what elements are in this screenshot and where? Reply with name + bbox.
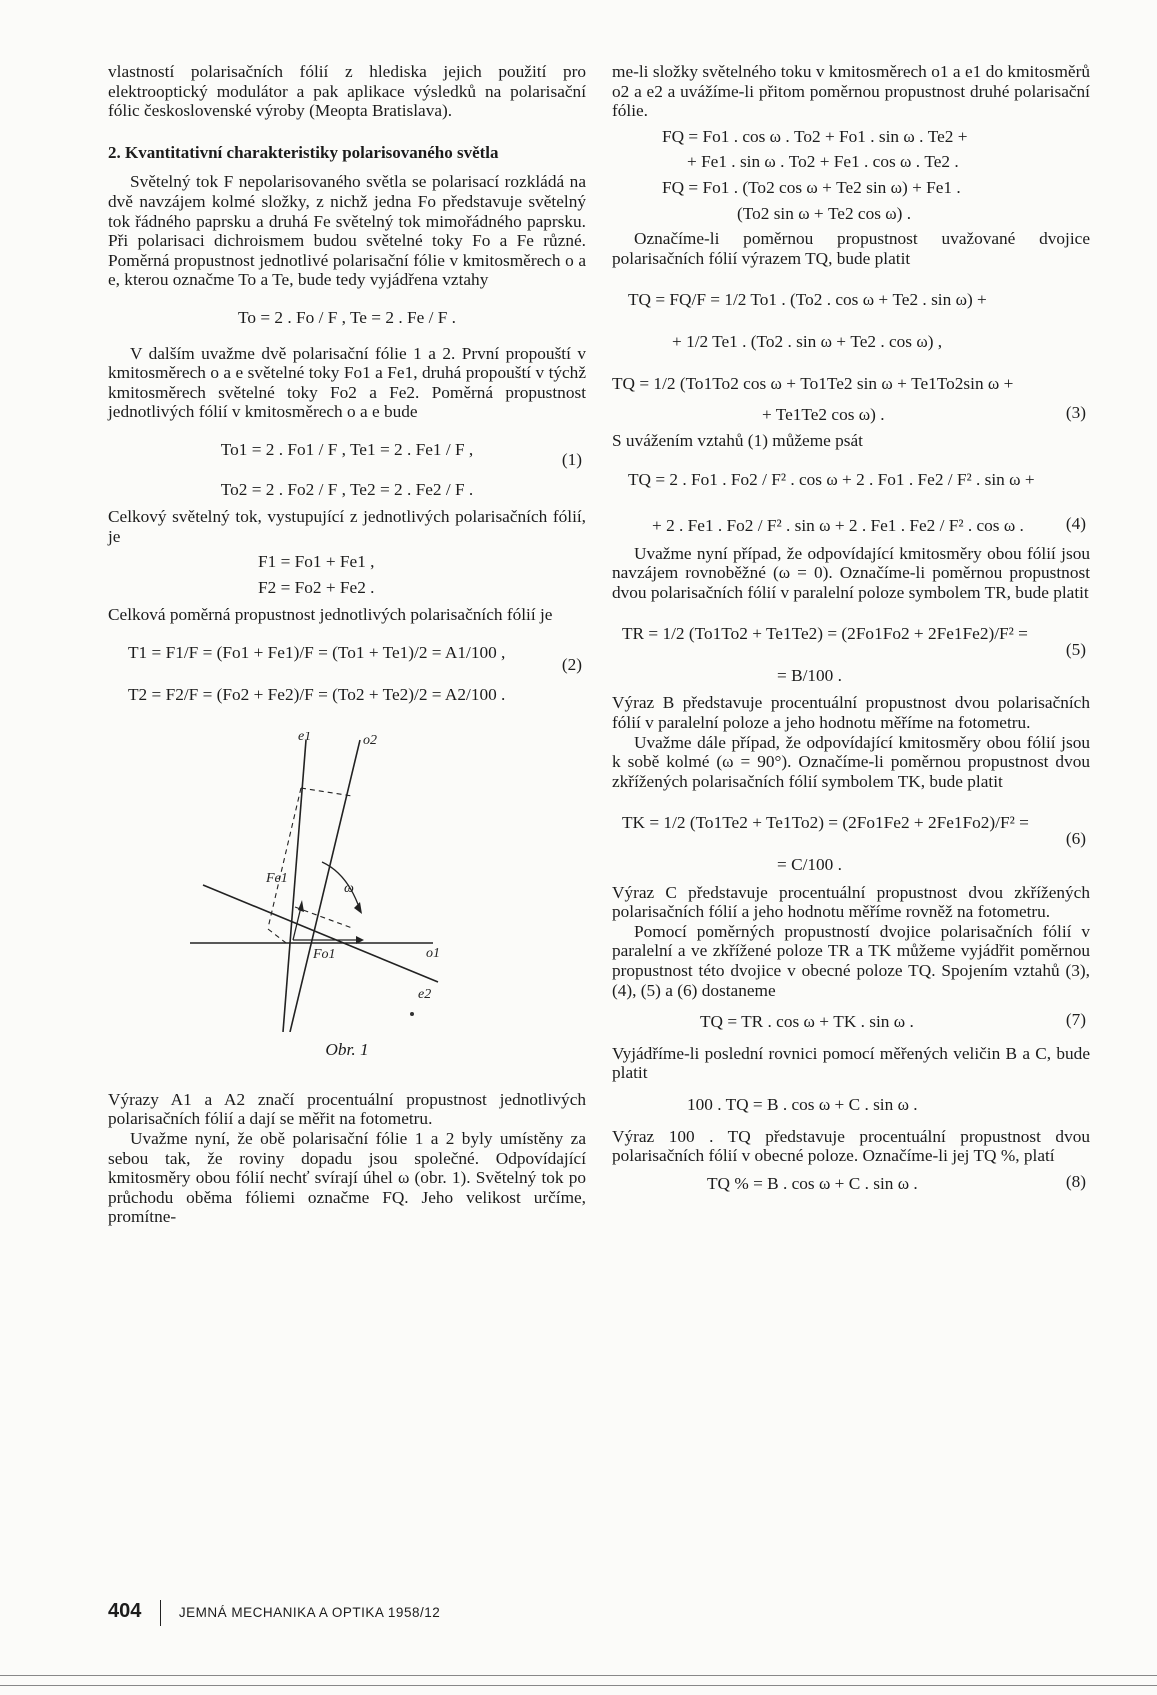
equation-4	[612, 470, 1090, 535]
label-o1: o1	[426, 946, 440, 962]
equation-line: + 1/2 Te1 . (To2 . sin ω + Te2 . cos ω) ,	[672, 331, 943, 351]
equation-5	[612, 624, 1090, 685]
omega-arc	[322, 862, 360, 910]
equation-6	[612, 813, 1090, 874]
equation-number: (6)	[1065, 829, 1086, 849]
paragraph: me-li složky světelného toku v kmitosměrech o1 a e1 do kmitosměrů o2 a e2 a uvážíme-li přitom poměrnou propustnost druhé polarisační fólie.	[612, 62, 1090, 121]
arrow-icon	[298, 900, 304, 912]
equation-line: TQ = 1/2 (To1To2 cos ω + To1Te2 sin ω + Te1To2sin ω +	[612, 373, 1014, 393]
page-number: 404	[108, 1600, 142, 1622]
equation-line: TQ = 2 . Fo1 . Fo2 / F² . cos ω + 2 . Fo1 . Fe2 / F² . sin ω +	[628, 470, 1035, 490]
paragraph: Celková poměrná propustnost jednotlivých polarisačních fólií je	[108, 605, 553, 625]
label-fe1: Fe1	[266, 871, 288, 887]
paragraph: Světelný tok F nepolarisovaného světla se polarisací rozkládá na dvě navzájem kolmé složky, z nichž jedna Fo představuje světelný tok řádného paprsku a druhá Fe světelný tok mimořádného paprsku. Při polarisaci dichroismem budou světelné toky Fo a Fe různé. Poměrná propustnost jednotlivé polarisační fólie v kmitosměrech o a e, kterou označme To a Te, bude tedy vyjádřena vztahy	[108, 172, 586, 290]
label-omega: ω	[344, 881, 354, 897]
equation-number: (2)	[561, 654, 582, 674]
projection-line	[301, 788, 352, 796]
paragraph: Výraz 100 . TQ představuje procentuální propustnost dvou polarisačních fólií v obecné poloze. Označíme-li jej TQ %, platí	[612, 1126, 1090, 1166]
equation-line: + 2 . Fe1 . Fo2 / F² . sin ω + 2 . Fe1 . Fe2 / F² . cos ω .	[652, 515, 1024, 535]
equation-number: (7)	[1065, 1010, 1086, 1030]
section-heading: 2. Kvantitativní charakteristiky polarisovaného světla	[108, 142, 499, 162]
paragraph: Výrazy A1 a A2 značí procentuální propustnost jednotlivých polarisačních fólií a dají se měřit na fotometru.	[108, 1089, 586, 1129]
scan-edge-line	[0, 1675, 1157, 1676]
polarization-axes-diagram	[108, 732, 586, 1032]
equation-line: TK = 1/2 (To1Te2 + Te1To2) = (2Fo1Fe2 + 2Fe1Fo2)/F² =	[622, 813, 1029, 833]
equation-line: (To2 sin ω + Te2 cos ω) .	[737, 203, 912, 223]
page-footer	[108, 1600, 440, 1626]
equation-2	[108, 643, 586, 704]
paragraph: S uvážením vztahů (1) můžeme psát	[612, 430, 863, 450]
left-column	[108, 62, 586, 1227]
equation-line: FQ = Fo1 . (To2 cos ω + Te2 sin ω) + Fe1 .	[662, 177, 961, 197]
equation-line: T1 = F1/F = (Fo1 + Fe1)/F = (To1 + Te1)/2 = A1/100 ,	[128, 643, 506, 663]
equation: To = 2 . Fo / F , Te = 2 . Fe / F .	[238, 307, 456, 327]
equation-1	[108, 440, 586, 499]
equation-line: TR = 1/2 (To1To2 + Te1Te2) = (2Fo1Fo2 + 2Fe1Fe2)/F² =	[622, 624, 1028, 644]
label-e1: e1	[298, 732, 312, 745]
equation-line: 100 . TQ = B . cos ω + C . sin ω .	[687, 1094, 918, 1114]
equation-line: F2 = Fo2 + Fe2 .	[258, 577, 375, 597]
paragraph: Vyjádříme-li poslední rovnici pomocí měřených veličin B a C, bude platit	[612, 1043, 1090, 1083]
label-fo1: Fo1	[313, 947, 336, 963]
paragraph: Celkový světelný tok, vystupující z jednotlivých polarisačních fólií, je	[108, 507, 586, 546]
paragraph: Uvažme nyní, že obě polarisační fólie 1 a 2 byly umístěny za sebou tak, že roviny dopadu jsou společné. Odpovídající kmitosměry obou fólií nechť svírají úhel ω (obr. 1). Světelný tok po průchodu oběma fóliemi označme FQ. Jeho velikost určíme, promítne-	[108, 1129, 586, 1227]
equation-line: TQ = TR . cos ω + TK . sin ω .	[700, 1012, 914, 1032]
label-o2: o2	[363, 733, 377, 749]
equation-line: F1 = Fo1 + Fe1 ,	[258, 552, 375, 572]
paragraph: Výraz B představuje procentuální propustnost dvou polarisačních fólií v paralelní poloze a jeho hodnotu měříme na fotometru.	[612, 693, 1090, 733]
paragraph: Uvažme dále případ, že odpovídající kmitosměry obou fólií jsou k sobě kolmé (ω = 90°). Označíme-li poměrnou propustnost dvou zkřížených polarisačních fólií symbolem TK, bude platit	[612, 732, 1090, 791]
equation-line: T2 = F2/F = (Fo2 + Fe2)/F = (To2 + Te2)/2 = A2/100 .	[128, 684, 506, 704]
equation-7	[612, 1012, 1090, 1032]
axis-e1-line	[283, 740, 306, 1032]
paragraph: Pomocí poměrných propustností dvojice polarisačních fólií v paralelní a ve zkřížené poloze TR a TK můžeme vyjádřit poměrnou propustnost této dvojice v obecné poloze TQ. Spojením vztahů (3), (4), (5) a (6) dostaneme	[612, 921, 1090, 1000]
equation-3	[612, 290, 1090, 424]
equation-line: + Te1Te2 cos ω) .	[762, 405, 885, 425]
paragraph: Uvažme nyní případ, že odpovídající kmitosměry obou fólií jsou navzájem rovnoběžné (ω = 0). Označíme-li poměrnou propustnost dvou polarisačních fólií v paralelní poloze symbolem TR, bude platit	[612, 543, 1090, 602]
label-e2: e2	[418, 987, 432, 1003]
right-column	[612, 62, 1090, 1199]
paragraph: Označíme-li poměrnou propustnost uvažované dvojice polarisačních fólií výrazem TQ, bude platit	[612, 229, 1090, 268]
equation-number: (4)	[1065, 513, 1086, 533]
equation-line: To2 = 2 . Fo2 / F , Te2 = 2 . Fe2 / F .	[220, 479, 474, 499]
equation-line: FQ = Fo1 . cos ω . To2 + Fo1 . sin ω . Te2 +	[662, 126, 968, 146]
figure-caption: Obr. 1	[325, 1040, 369, 1060]
equation-number: (1)	[561, 449, 582, 469]
figure-1	[108, 732, 586, 1032]
footer-divider	[160, 1600, 161, 1626]
equation-line: = B/100 .	[777, 665, 842, 685]
paragraph: V dalším uvažme dvě polarisační fólie 1 a 2. První propouští v kmitosměrech o a e světelné toky Fo1 a Fe1, druhá propouští v týchž kmitosměrech světelné toky Fo2 a Fe2. Poměrná propustnost jednotlivých fólií v kmitosměrech o a e bude	[108, 343, 586, 422]
equation-line: TQ = FQ/F = 1/2 To1 . (To2 . cos ω + Te2 . sin ω) +	[628, 290, 987, 310]
paragraph: Výraz C představuje procentuální propustnost dvou zkřížených polarisačních fólií a jeho hodnotu měříme rovněž na fotometru.	[612, 882, 1090, 922]
dot-mark	[410, 1012, 414, 1016]
equation-number: (5)	[1065, 639, 1086, 659]
paragraph: vlastností polarisačních fólií z hlediska jejich použití pro elektrooptický modulátor a pak aplikace výsledků na polarisační fólic československé výroby (Meopta Bratislava).	[108, 62, 586, 121]
scan-edge-line	[0, 1685, 1157, 1686]
journal-name: JEMNÁ MECHANIKA A OPTIKA 1958/12	[178, 1605, 441, 1620]
equation-line: To1 = 2 . Fo1 / F , Te1 = 2 . Fe1 / F ,	[220, 439, 474, 459]
equation-number: (3)	[1065, 403, 1086, 423]
equation-number: (8)	[1065, 1171, 1086, 1191]
equation-line: TQ % = B . cos ω + C . sin ω .	[707, 1173, 918, 1193]
equation-line: = C/100 .	[777, 855, 842, 875]
equation-line: + Fe1 . sin ω . To2 + Fe1 . cos ω . Te2 .	[687, 152, 959, 172]
axis-e2-line	[203, 885, 438, 982]
equation-8	[612, 1171, 1090, 1194]
